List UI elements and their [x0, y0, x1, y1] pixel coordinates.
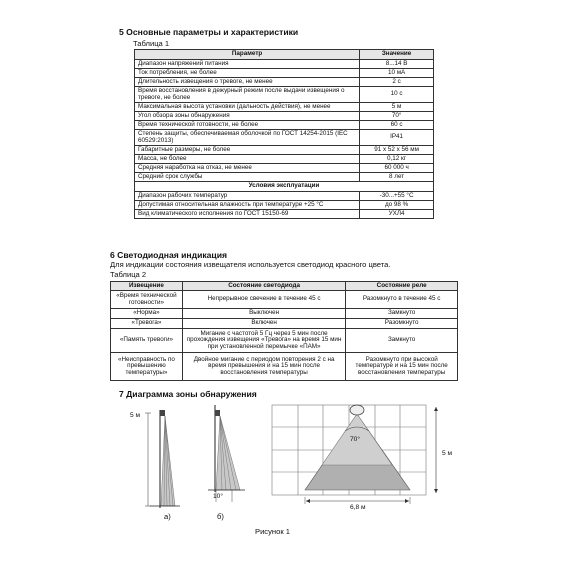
parameter-cell: Средний срок службы — [135, 173, 360, 182]
diagram-b-sensor — [215, 410, 220, 416]
led-state-cell: Выключен — [182, 309, 345, 319]
parameter-cell: Диапазон напряжений питания — [135, 60, 360, 69]
parameter-cell: Средняя наработка на отказ, не менее — [135, 164, 360, 173]
value-cell: 10 с — [360, 87, 434, 103]
header-relay-state: Состояние реле — [346, 282, 458, 291]
value-cell: 10 мА — [360, 69, 434, 78]
section-6-intro: Для индикации состояния извещателя используется светодиод красного цвета. — [110, 260, 391, 269]
parameter-cell: Габаритные размеры, не более — [135, 146, 360, 155]
diagram-a-side-view — [145, 410, 180, 508]
value-cell: 91 х 52 х 56 мм — [360, 146, 434, 155]
relay-state-cell: Замкнуто — [346, 309, 458, 319]
parameter-cell: Угол обзора зоны обнаружения — [135, 112, 360, 121]
parameter-cell: Диапазон рабочих температур — [135, 192, 360, 201]
notice-cell: «Тревога» — [111, 319, 183, 329]
section-6-title: 6 Светодиодная индикация — [110, 250, 228, 260]
diagram-b-sublabel: б) — [217, 512, 224, 521]
parameter-cell: Масса, не более — [135, 155, 360, 164]
value-cell: до 98 % — [360, 201, 434, 210]
section-7-title: 7 Диаграмма зоны обнаружения — [119, 389, 257, 399]
parameter-cell: Ток потребления, не более — [135, 69, 360, 78]
table-2-caption: Таблица 2 — [110, 270, 147, 279]
notice-cell: «Время технической готовности» — [111, 291, 183, 309]
value-cell: 0,12 кг — [360, 155, 434, 164]
header-led-state: Состояние светодиода — [182, 282, 345, 291]
table-1-caption: Таблица 1 — [133, 39, 170, 48]
relay-state-cell: Разомкнуто — [346, 319, 458, 329]
value-cell: -30...+55 °С — [360, 192, 434, 201]
diagram-a-sublabel: а) — [164, 512, 171, 521]
value-cell: 2 с — [360, 78, 434, 87]
notice-cell: «Норма» — [111, 309, 183, 319]
notice-cell: «Память тревоги» — [111, 329, 183, 353]
header-value: Значение — [360, 50, 434, 60]
led-state-cell: Непрерывное свечение в течение 45 с — [182, 291, 345, 309]
header-notice: Извещение — [111, 282, 183, 291]
figure-1-caption: Рисунок 1 — [255, 527, 290, 536]
diagram-a-zone — [161, 416, 175, 506]
value-cell: 60 с — [360, 121, 434, 130]
header-parameter: Параметр — [135, 50, 360, 60]
relay-state-cell: Разомкнуто в течение 45 с — [346, 291, 458, 309]
parameter-cell: Время восстановления в дежурный режим после выдачи извещения о тревоге, не более — [135, 87, 360, 103]
value-cell: 70° — [360, 112, 434, 121]
diagram-b-side-view — [208, 405, 245, 502]
value-cell: 8 лет — [360, 173, 434, 182]
value-cell: УХЛ4 — [360, 210, 434, 219]
relay-state-cell: Разомкнуто при высокой температуре и на 15 мин после восстановления температуры — [346, 353, 458, 381]
value-cell: 60 000 ч — [360, 164, 434, 173]
diagram-c-angle-label: 70° — [350, 436, 360, 443]
diagram-c-height-label: 5 м — [442, 450, 453, 457]
parameter-cell: Вид климатического исполнения по ГОСТ 15150-69 — [135, 210, 360, 219]
section-5-title: 5 Основные параметры и характеристики — [119, 27, 299, 37]
diagram-a-height-label: 5 м — [130, 412, 141, 419]
diagram-b-angle-label: 10° — [213, 493, 223, 500]
led-state-cell: Мигание с частотой 5 Гц через 5 мин после прохождения извещения «Тревога» на время 15 мин при установленной перемычке «ПАМ» — [182, 329, 345, 353]
led-state-cell: Двойное мигание с периодом повторения 2 с на время превышения и на 15 мин после восстановления температуры — [182, 353, 345, 381]
relay-state-cell: Замкнуто — [346, 329, 458, 353]
notice-cell: «Неисправность по превышению температуры» — [111, 353, 183, 381]
diagram-a-sensor — [160, 410, 165, 416]
parameter-cell: Максимальная высота установки (дальность действия), не менее — [135, 103, 360, 112]
parameter-cell: Допустимая относительная влажность при температуре +25 °С — [135, 201, 360, 210]
operating-conditions-header: Условия эксплуатации — [135, 182, 434, 192]
diagram-c-sensor — [350, 405, 364, 415]
led-state-cell: Включен — [182, 319, 345, 329]
parameter-cell: Степень защиты, обеспечиваемая оболочкой по ГОСТ 14254-2015 (IEC 60529:2013) — [135, 130, 360, 146]
value-cell: 8...14 В — [360, 60, 434, 69]
diagram-c-width-label: 6,8 м — [350, 504, 366, 511]
value-cell: 5 м — [360, 103, 434, 112]
value-cell: IP41 — [360, 130, 434, 146]
parameter-cell: Время технической готовности, не более — [135, 121, 360, 130]
parameter-cell: Длительность извещения о тревоге, не менее — [135, 78, 360, 87]
